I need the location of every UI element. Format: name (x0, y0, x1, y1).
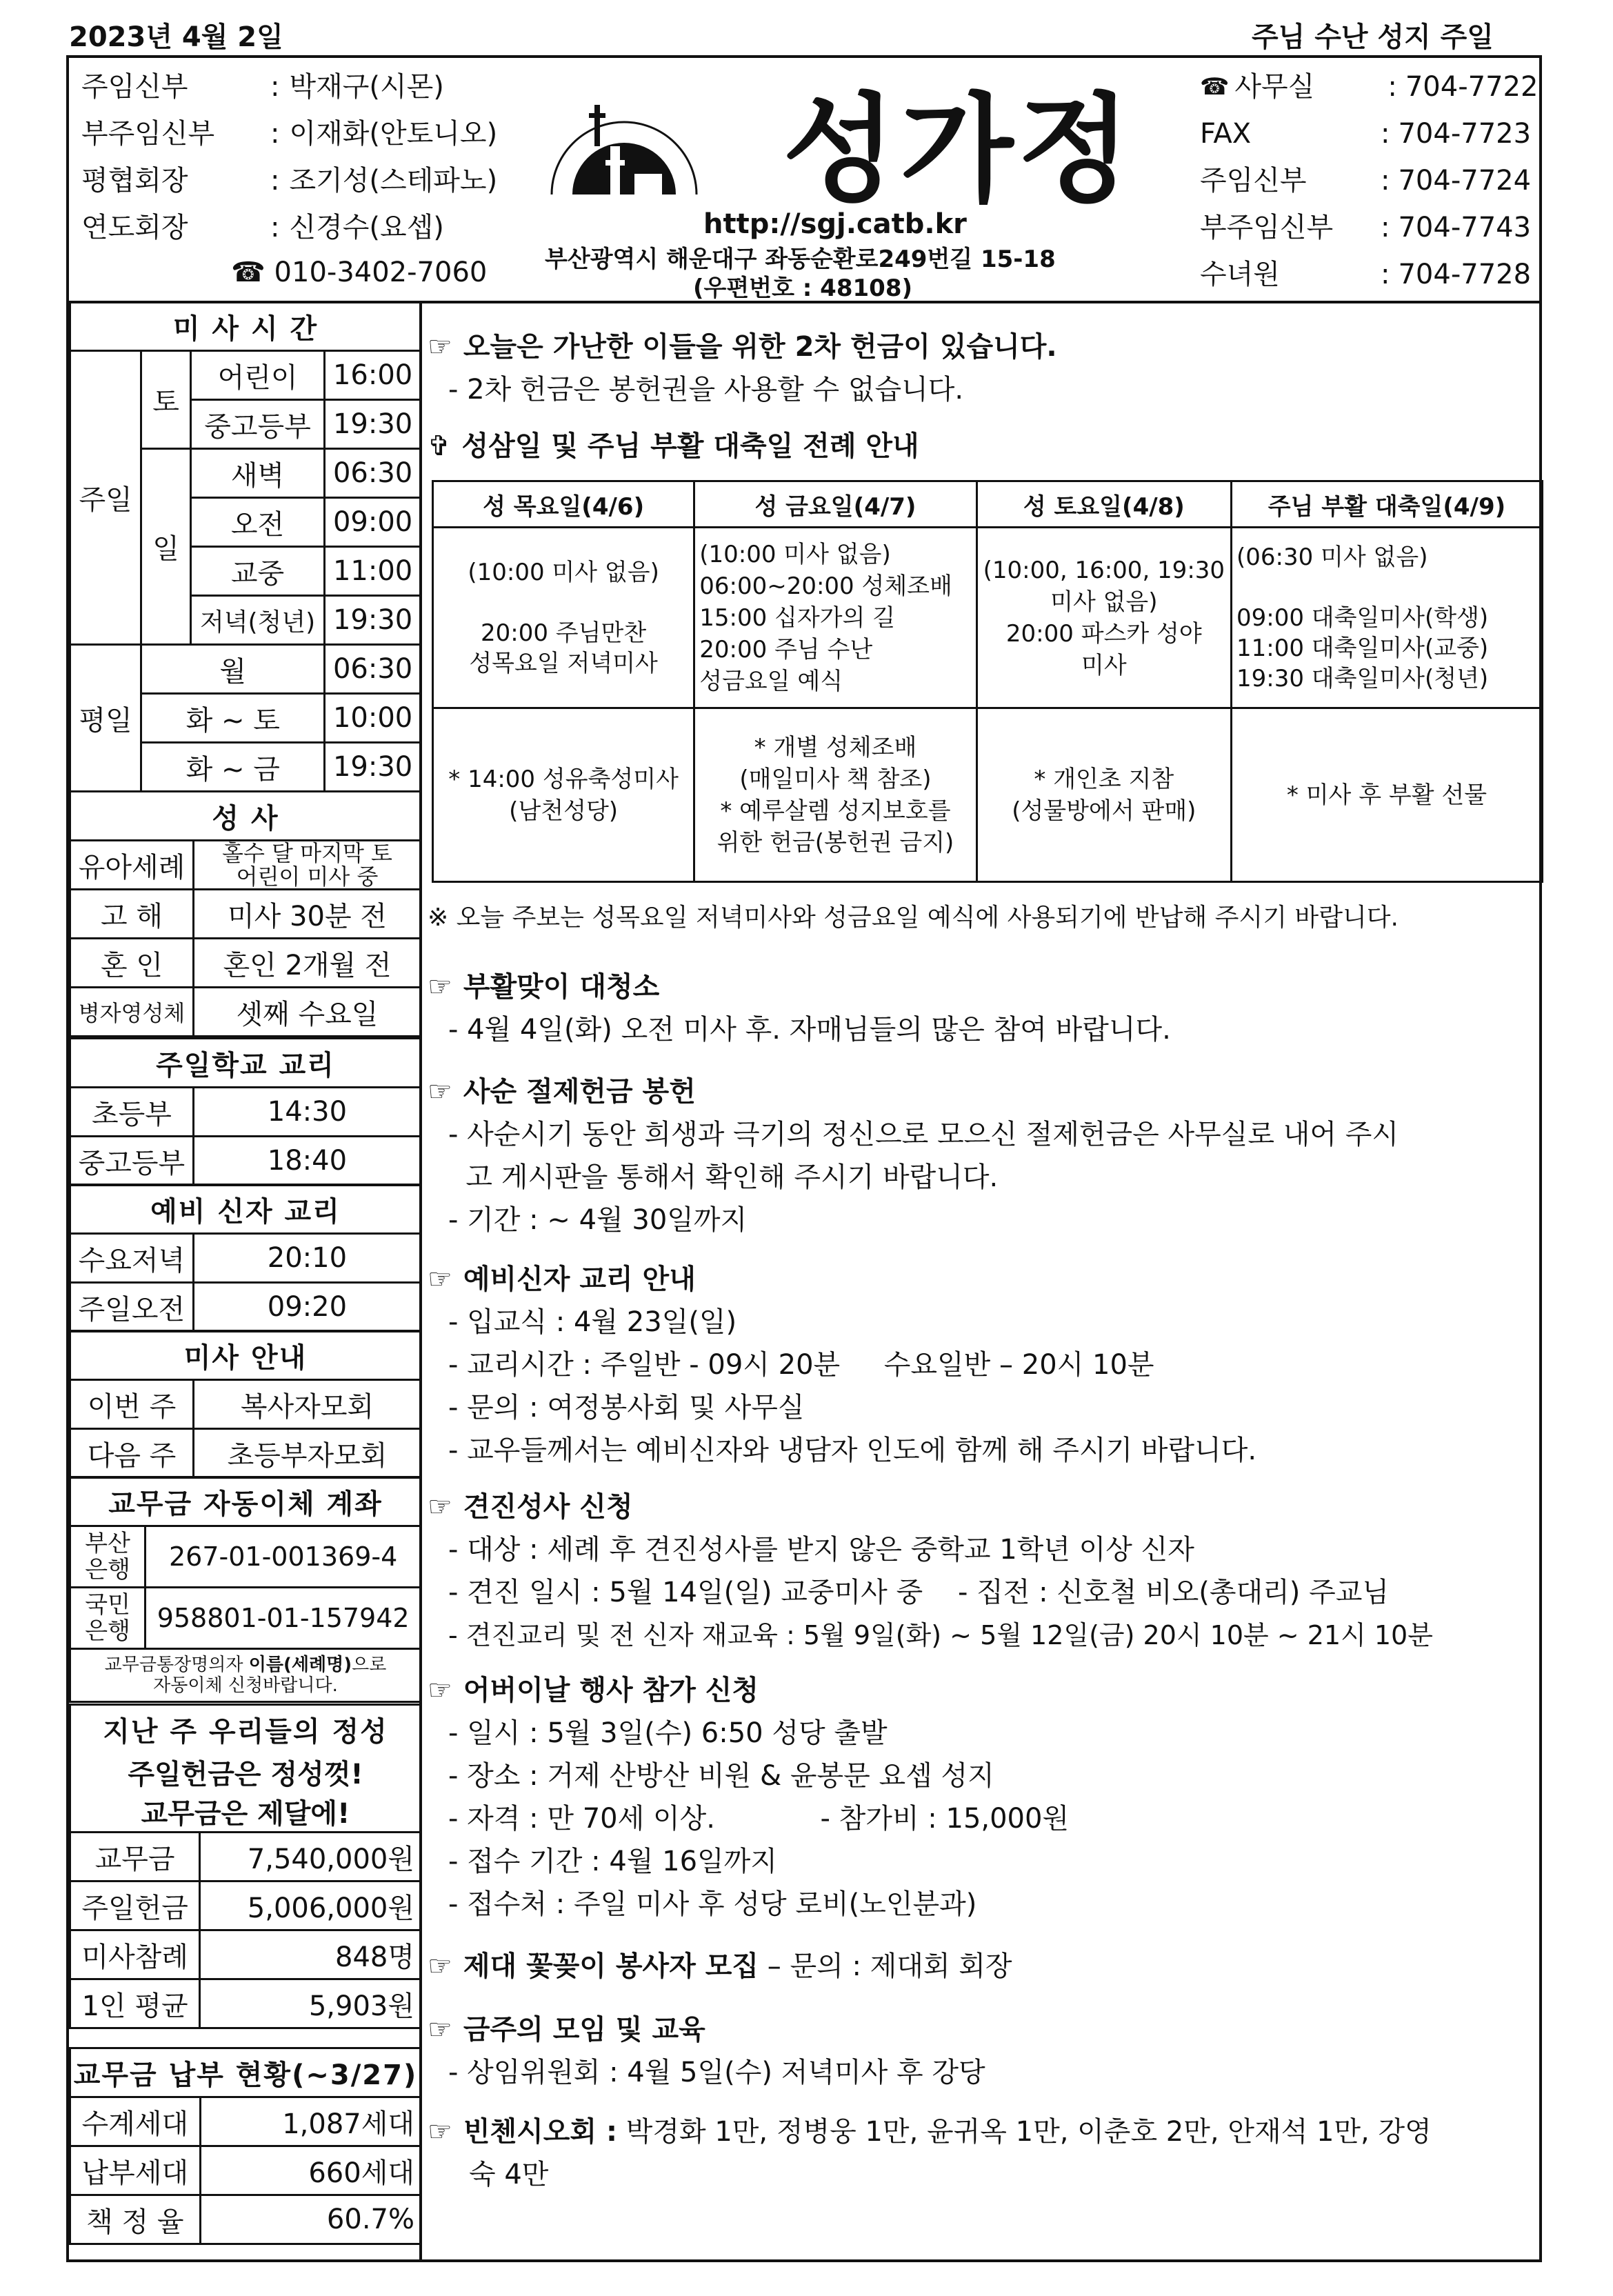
pointing-hand-icon: ☞ (428, 2116, 452, 2148)
contact-row: ☎ 사무실 : 704-7722 (1200, 63, 1538, 110)
parish-url[interactable]: http://sgj.catb.kr (703, 208, 967, 240)
clergy-list (81, 63, 497, 251)
liturgy-title: ✞ 성삼일 및 주님 부활 대축일 전례 안내 (428, 430, 919, 462)
pointing-hand-icon: ☞ (428, 1950, 452, 1982)
bulletin-date: 2023년 4월 2일 (69, 21, 283, 53)
notice-flower-volunteers: ☞ 제대 꽃꽂이 봉사자 모집 – 문의 : 제대회 회장 (428, 1950, 1012, 1982)
liturgy-table: 성 목요일(4/6) 성 금요일(4/7) 성 토요일(4/8) 주님 부활 대축일(4/9) (10:00 미사 없음) 20:00 주님만찬 성목요일 저녁미사 (10:00 미사 없음) 06:00~20:00 성체조배 15:00 십자가의 길 20:00 주님 수난 성금요일 예식 (10:00, 16:00, 19:30 미사 없음) 20:00 파스카 성야 미사 (06:30 미사 없음) 09:00 대축일미사(학생) 11:00 대축일미사(교중) 19:30 대축일미사(청년) * 14:00 성유축성미사 (남천성당) * 개별 성체조배 (매일미사 책 참조) * 예루살렘 성지보호를 위한 헌금(봉헌권 금지) * 개인초 지참 (성물방에서 판매) * 미사 후 부활 선물 (432, 480, 1543, 883)
pointing-hand-icon: ☞ (428, 1076, 452, 1108)
catechumen-table: 예비 신자 교리 수요저녁 20:10 주일오전 09:20 (69, 1184, 422, 1332)
notice-confirmation: ☞ 견진성사 신청 - 대상 : 세례 후 견진성사를 받지 않은 중학교 1학년 이상 신자 - 견진 일시 : 5월 14일(일) 교중미사 중 - 집전 : 신호철 비오(총대리) 주교님 - 견진교리 및 전 신자 재교육 : 5월 9일(화) ~ 5월 12일(금) 20시 10분 ~ 21시 10분 (428, 1491, 1433, 1650)
pointing-hand-icon: ☞ (428, 1675, 452, 1706)
pastor-phone: ☎ 010-3402-7060 (231, 257, 488, 288)
parish-brand-title: 성가정 (783, 82, 1135, 219)
notice-2nd-collection: ☞ 오늘은 가난한 이들을 위한 2차 헌금이 있습니다. - 2차 헌금은 봉헌권을 사용할 수 없습니다. (428, 331, 1057, 406)
parish-address: 부산광역시 해운대구 좌동순환로249번길 15-18 (545, 246, 1056, 273)
contact-row: 주임신부 : 704-7724 (1200, 165, 1532, 197)
phone-icon: ☎ (1200, 73, 1230, 101)
contact-row: FAX : 704-7723 (1200, 118, 1532, 150)
pointing-hand-icon: ☞ (428, 331, 452, 363)
cross-icon: ✞ (428, 430, 451, 462)
notice-meetings: ☞ 금주의 모임 및 교육 - 상임위원회 : 4월 5일(수) 저녁미사 후 강당 (428, 2014, 985, 2088)
church-logo-icon (531, 63, 717, 208)
sunday-school-table: 주일학교 교리 초등부 14:30 중고등부 18:40 (69, 1037, 422, 1186)
notice-parents-day: ☞ 어버이날 행사 참가 신청 - 일시 : 5월 3일(수) 6:50 성당 출발 - 장소 : 거제 산방산 비원 & 윤봉문 요셉 성지 - 자격 : 만 70세 이상. - 참가비 : 15,000원 - 접수 기간 : 4월 16일까지 - 접수처 : 주일 미사 후 성당 로비(노인분과) (428, 1675, 1070, 1920)
mass-schedule-table: 미 사 시 간 주일 토 어린이 16:00 중고등부 19:30 일 새벽 06:30 오전 09:00 교중 11:00 저녁(청년) 19:30 평일 월 06:30 화 ~ 토 10:00 화 ~ 금 19:30 (69, 301, 422, 792)
liturgical-day: 주님 수난 성지 주일 (1252, 21, 1494, 53)
account-note: 교무금통장명의자 이름(세례명)으로 자동이체 신청바랍니다. (70, 1649, 421, 1702)
clergy-row: 연도회장 : 신경수(요셉) (81, 212, 444, 243)
clergy-row: 평협회장 : 조기성(스테파노) (81, 165, 498, 197)
pointing-hand-icon: ☞ (428, 2014, 452, 2046)
pointing-hand-icon: ☞ (428, 971, 452, 1003)
notice-lent-offering: ☞ 사순 절제헌금 봉헌 - 사순시기 동안 희생과 극기의 정신으로 모으신 절제헌금은 사무실로 내어 주시 고 게시판을 통해서 확인해 주시기 바랍니다. - 기간 : ~ 4월 30일까지 (428, 1076, 1399, 1236)
parish-zip: (우편번호 : 48108) (693, 274, 913, 302)
contact-list (1200, 63, 1538, 298)
dues-table: 교무금 납부 현황(~3/27) 수계세대 1,087세대 납부세대 660세대 책 정 율 60.7% (69, 2047, 422, 2245)
pointing-hand-icon: ☞ (428, 1264, 452, 1295)
pointing-hand-icon: ☞ (428, 1491, 452, 1523)
clergy-row: 부주임신부 : 이재화(안토니오) (81, 118, 498, 150)
contact-row: 부주임신부 : 704-7743 (1200, 212, 1532, 243)
notice-catechumen: ☞ 예비신자 교리 안내 - 입교식 : 4월 23일(일) - 교리시간 : 주일반 - 09시 20분 수요일반 – 20시 10분 - 문의 : 여정봉사회 및 사무실 - 교우들께서는 예비신자와 냉담자 인도에 함께 해 주시기 바랍니다. (428, 1264, 1257, 1466)
contact-row: 수녀원 : 704-7728 (1200, 259, 1532, 290)
bulletin-return-note: ※ 오늘 주보는 성목요일 저녁미사와 성금요일 예식에 사용되기에 반납해 주시기 바랍니다. (428, 904, 1399, 932)
clergy-row: 주임신부 : 박재구(시몬) (81, 71, 444, 103)
notice-vincent: ☞ 빈첸시오회 : 박경화 1만, 정병웅 1만, 윤귀옥 1만, 이춘호 2만, 안재석 1만, 강영 숙 4만 (428, 2116, 1432, 2190)
notice-cleaning: ☞ 부활맞이 대청소 - 4월 4일(화) 오전 미사 후. 자매님들의 많은 참여 바랍니다. (428, 971, 1171, 1046)
account-table: 교무금 자동이체 계좌 부산 은행 267-01-001369-4 국민 은행 958801-01-157942 교무금통장명의자 이름(세례명)으로 자동이체 신청바랍니다. (69, 1476, 422, 1703)
sacrament-table: 성 사 유아세례 홀수 달 마지막 토 어린이 미사 중 고 해 미사 30분 전 혼 인 혼인 2개월 전 병자영성체 셋째 수요일 (69, 790, 422, 1037)
section-title: 미 사 시 간 (70, 302, 421, 351)
mass-info-table: 미사 안내 이번 주 복사자모회 다음 주 초등부자모회 (69, 1330, 422, 1479)
offering-table: 지난 주 우리들의 정성 주일헌금은 정성껏! 교무금은 제달에! 교무금 7,540,000원 주일헌금 5,006,000원 미사참례 848명 1인 평균 5,903원 (69, 1704, 422, 2029)
